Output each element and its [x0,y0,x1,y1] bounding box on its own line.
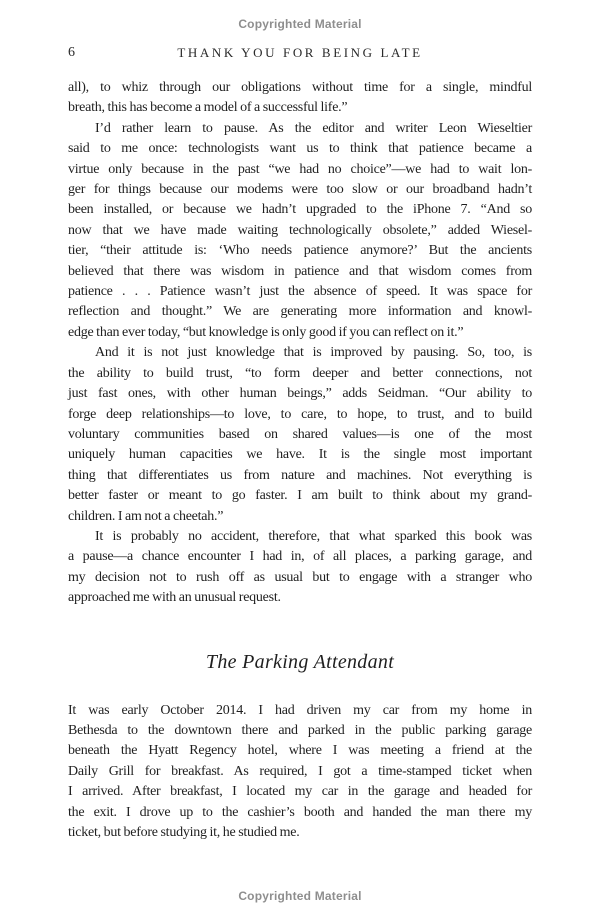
text-line: now that we have made waiting technologically obsolete,” added Wiesel- [68,222,532,238]
text-line: approached me with an unusual request. [68,590,281,606]
text-line: tier, “their attitude is: ‘Who needs patience anymore?’ But the ancients [68,243,532,259]
text-line: voluntary communities based on shared values—is one of the most [68,426,532,442]
text-line: breath, this has become a model of a successful life.” [68,100,348,116]
copyright-notice-top: Copyrighted Material [238,17,362,31]
text-line: It was early October 2014. I had driven my car from my home in [68,702,532,718]
running-head: THANK YOU FOR BEING LATE [177,45,423,60]
text-line: I’d rather learn to pause. As the editor and writer Leon Wieseltier [95,120,532,136]
body-text-before-heading [68,78,532,609]
text-line: reflection and thought.” We are generating more information and knowl- [68,304,532,320]
text-line: believed that there was wisdom in patience and that wisdom comes from [68,263,532,279]
text-line: beneath the Hyatt Regency hotel, where I was meeting a friend at the [68,743,532,759]
text-line: thing that differentiates us from nature and machines. Not everything is [68,467,532,483]
paragraph [68,527,532,609]
text-line: children. I am not a cheetah.” [68,508,224,524]
text-line: all), to whiz through our obligations without time for a single, mindful [68,80,532,95]
text-line: the ability to build trust, “to form deeper and better connections, not [68,365,532,381]
text-line: ticket, but before studying it, he studied me. [68,825,300,840]
text-line: been installed, or because we hadn’t upgraded to the iPhone 7. “And so [68,202,532,218]
text-line: Bethesda to the downtown there and parked in the public parking garage [68,722,532,738]
paragraph [68,119,532,343]
text-line: Daily Grill for breakfast. As required, I got a time-stamped ticket when [68,763,532,779]
text-line: It is probably no accident, therefore, that what sparked this book was [95,528,532,544]
paragraph [68,78,532,119]
page-header [68,44,532,61]
text-line: my decision not to rush off as usual but to engage with a stranger who [68,569,532,585]
text-line: better faster or meant to go faster. I am built to think about my grand- [68,488,532,504]
page-number: 6 [68,45,76,60]
text-line: ger for things because our modems were too slow or our broadband hadn’t [68,182,532,198]
paragraph [68,701,532,844]
paragraph [68,343,532,527]
text-line: uniquely human capacities we have. It is the single most important [68,447,532,463]
text-line: the exit. I drove up to the cashier’s booth and handed the man there my [68,804,532,820]
text-line: edge than ever today, “but knowledge is only good if you can reflect on it.” [68,324,464,340]
text-line: said to me once: technologists want us to think that patience became a [68,141,532,157]
text-line: a pause—a chance encounter I had in, of all places, a parking garage, and [68,549,532,565]
text-line: I arrived. After breakfast, I located my car in the garage and headed for [68,784,532,800]
section-heading: The Parking Attendant [205,650,395,673]
copyright-notice-bottom: Copyrighted Material [238,889,362,904]
text-line: virtue only because in the past “we had no choice”—we had to wait lon- [68,161,532,177]
text-line: forge deep relationships—to love, to care, to hope, to trust, and to build [68,406,532,422]
text-line: patience . . . Patience wasn’t just the absence of speed. It was space for [68,284,532,300]
text-line: just fast ones, with other human beings,” adds Seidman. “Our ability to [68,386,532,402]
body-text-after-heading [68,701,532,844]
text-line: And it is not just knowledge that is improved by pausing. So, too, is [95,345,532,361]
